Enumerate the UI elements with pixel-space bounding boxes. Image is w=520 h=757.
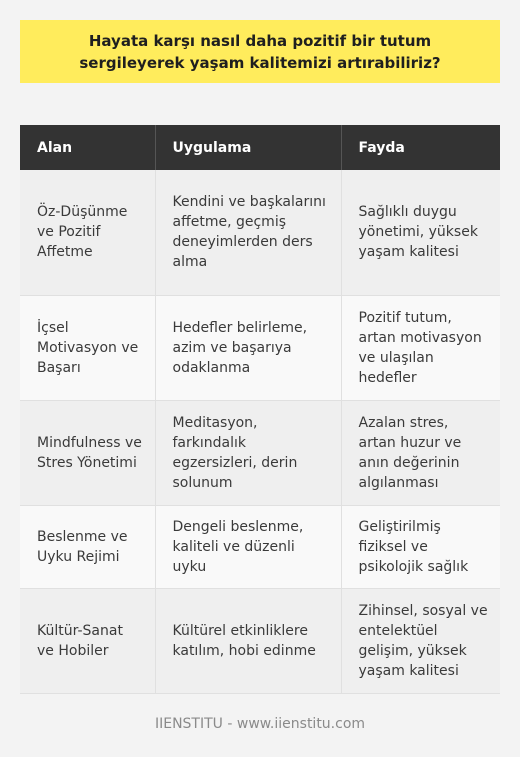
footer-credit: IIENSTITU - www.iienstitu.com: [154, 716, 366, 732]
cell-alan: İçsel Motivasyon ve Başarı: [20, 295, 155, 400]
column-header-alan: Alan: [20, 125, 155, 170]
cell-uygulama: Meditasyon, farkındalık egzersizleri, derin solunum: [155, 400, 341, 505]
info-table: [20, 125, 500, 694]
cell-alan: Öz-Düşünme ve Pozitif Affetme: [20, 170, 155, 295]
cell-fayda: Geliştirilmiş fiziksel ve psikolojik sağlık: [341, 505, 500, 588]
cell-fayda: Pozitif tutum, artan motivasyon ve ulaşılan hedefler: [341, 295, 500, 400]
column-header-uygulama: Uygulama: [155, 125, 341, 170]
cell-uygulama: Dengeli beslenme, kaliteli ve düzenli uyku: [155, 505, 341, 588]
cell-fayda: Sağlıklı duygu yönetimi, yüksek yaşam kalitesi: [341, 170, 500, 295]
cell-uygulama: Hedefler belirleme, azim ve başarıya odaklanma: [155, 295, 341, 400]
cell-uygulama: Kültürel etkinliklere katılım, hobi edinme: [155, 588, 341, 693]
cell-fayda: Azalan stres, artan huzur ve anın değerinin algılanması: [341, 400, 500, 505]
table-row: [20, 170, 500, 295]
cell-uygulama: Kendini ve başkalarını affetme, geçmiş deneyimlerden ders alma: [155, 170, 341, 295]
table-header-row: [20, 125, 500, 170]
cell-alan: Mindfulness ve Stres Yönetimi: [20, 400, 155, 505]
cell-alan: Kültür-Sanat ve Hobiler: [20, 588, 155, 693]
table-row: [20, 400, 500, 505]
table-row: [20, 295, 500, 400]
title-banner: [20, 20, 500, 83]
table-row: [20, 505, 500, 588]
cell-alan: Beslenme ve Uyku Rejimi: [20, 505, 155, 588]
column-header-fayda: Fayda: [341, 125, 500, 170]
table-row: [20, 588, 500, 693]
page-title: Hayata karşı nasıl daha pozitif bir tutum sergileyerek yaşam kalitemizi artırabiliriz?: [79, 31, 441, 72]
cell-fayda: Zihinsel, sosyal ve entelektüel gelişim, yüksek yaşam kalitesi: [341, 588, 500, 693]
